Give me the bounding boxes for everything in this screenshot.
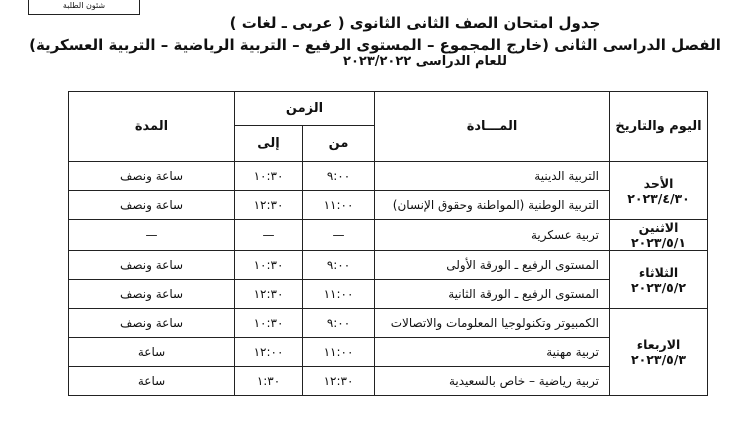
header-from: من	[303, 126, 375, 162]
duration-cell: ساعة ونصف	[69, 162, 235, 191]
duration-cell: ساعة	[69, 367, 235, 396]
day-name: الثلاثاء	[638, 264, 679, 280]
from-time-cell: ٩:٠٠	[303, 251, 375, 280]
academic-year: للعام الدراسى ٢٠٢٣/٢٠٢٢	[343, 54, 507, 69]
day-name: الأحد	[643, 175, 674, 191]
page-subtitle: الفصل الدراسى الثانى (خارج المجموع – المستوى الرفيع – التربية الرياضية – التربية العسكرية)	[29, 36, 721, 54]
from-time-cell: ١١:٠٠	[303, 338, 375, 367]
to-time-cell: ١٠:٣٠	[235, 309, 303, 338]
from-time-cell: ١١:٠٠	[303, 191, 375, 220]
to-time-cell: ١٠:٣٠	[235, 162, 303, 191]
duration-cell: ساعة ونصف	[69, 251, 235, 280]
to-time-cell: ١٢:٣٠	[235, 280, 303, 309]
from-time-cell: —	[303, 220, 375, 251]
subject-cell: تربية عسكرية	[375, 220, 610, 251]
table-row	[69, 309, 708, 338]
header-duration: المدة	[69, 92, 235, 162]
from-time-cell: ١٢:٣٠	[303, 367, 375, 396]
subject-cell: المستوى الرفيع ـ الورقة الثانية	[375, 280, 610, 309]
header-subject: المـــادة	[375, 92, 610, 162]
subject-cell: المستوى الرفيع ـ الورقة الأولى	[375, 251, 610, 280]
day-date-cell	[610, 251, 708, 309]
exam-schedule-table	[68, 91, 708, 396]
subject-cell: التربية الوطنية (المواطنة وحقوق الإنسان)	[375, 191, 610, 220]
header-time: الزمن	[235, 92, 375, 126]
to-time-cell: ١٠:٣٠	[235, 251, 303, 280]
day-date-cell	[610, 309, 708, 396]
student-affairs-stamp: شئون الطلبة	[28, 0, 140, 15]
duration-cell: ساعة	[69, 338, 235, 367]
from-time-cell: ٩:٠٠	[303, 309, 375, 338]
exam-date: ٢٠٢٣/٥/٢	[631, 279, 686, 295]
table-row	[69, 162, 708, 191]
subject-cell: التربية الدينية	[375, 162, 610, 191]
subject-cell: تربية رياضية – خاص بالسعيدية	[375, 367, 610, 396]
to-time-cell: —	[235, 220, 303, 251]
exam-date: ٢٠٢٣/٥/٣	[631, 352, 686, 367]
page-title: جدول امتحان الصف الثانى الثانوى ( عربى ـ لغات )	[229, 14, 601, 32]
day-date-cell	[610, 220, 708, 251]
day-name: الاربعاء	[636, 337, 681, 352]
header-to: إلى	[235, 126, 303, 162]
from-time-cell: ١١:٠٠	[303, 280, 375, 309]
subject-cell: تربية مهنية	[375, 338, 610, 367]
schedule-body	[69, 162, 708, 396]
day-date-cell	[610, 162, 708, 220]
document-header	[0, 14, 750, 69]
duration-cell: ساعة ونصف	[69, 191, 235, 220]
subject-cell: الكمبيوتر وتكنولوجيا المعلومات والاتصالات	[375, 309, 610, 338]
exam-date: ٢٠٢٣/٤/٣٠	[627, 190, 690, 206]
day-name: الاثنين	[638, 220, 679, 235]
from-time-cell: ٩:٠٠	[303, 162, 375, 191]
duration-cell: —	[69, 220, 235, 251]
to-time-cell: ١٢:٠٠	[235, 338, 303, 367]
duration-cell: ساعة ونصف	[69, 309, 235, 338]
exam-date: ٢٠٢٣/٥/١	[631, 235, 686, 250]
duration-cell: ساعة ونصف	[69, 280, 235, 309]
to-time-cell: ١٢:٣٠	[235, 191, 303, 220]
table-row	[69, 220, 708, 251]
header-day-date: اليوم والتاريخ	[610, 92, 708, 162]
table-row	[69, 251, 708, 280]
to-time-cell: ١:٣٠	[235, 367, 303, 396]
